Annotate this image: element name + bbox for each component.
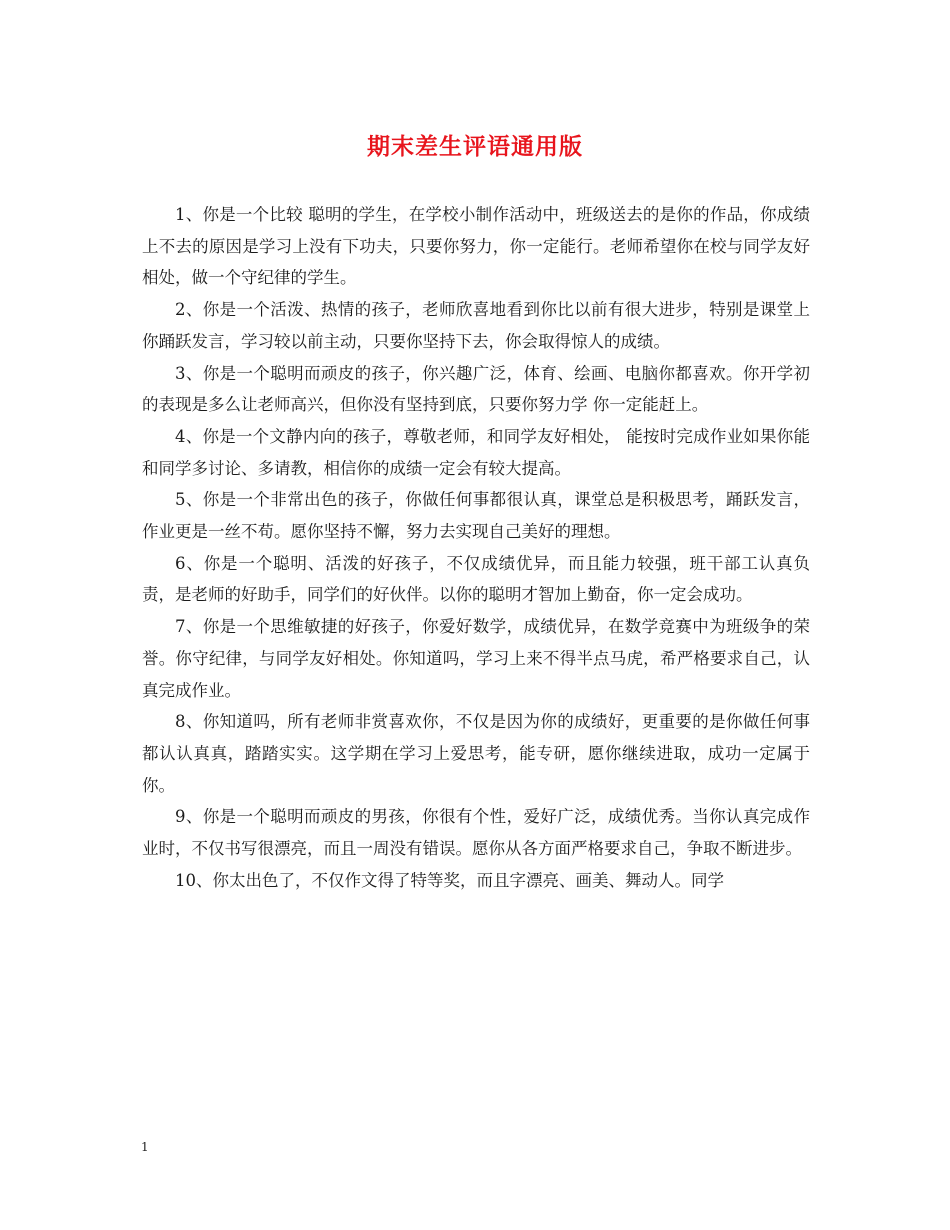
- comment-paragraph-1: 1、你是一个比较 聪明的学生，在学校小制作活动中，班级送去的是你的作品，你成绩上不去的原因是学习上没有下功夫，只要你努力，你一定能行。老师希望你在校与同学友好相处，做一个守纪律的学生。: [142, 205, 810, 288]
- comment-paragraph-8: 8、你知道吗，所有老师非赏喜欢你，不仅是因为你的成绩好，更重要的是你做任何事都认认真真，踏踏实实。这学期在学习上爱思考，能专研，愿你继续进取，成功一定属于你。: [142, 712, 810, 795]
- comment-paragraph-4: 4、你是一个文静内向的孩子，尊敬老师，和同学友好相处， 能按时完成作业如果你能和同学多讨论、多请教，相信你的成绩一定会有较大提高。: [142, 426, 810, 478]
- comment-paragraph-10: 10、你太出色了，不仅作文得了特等奖，而且字漂亮、画美、舞动人。同学: [175, 870, 724, 890]
- comment-paragraph-7: 7、你是一个思维敏捷的好孩子，你爱好数学，成绩优异，在数学竞赛中为班级争的荣誉。你守纪律，与同学友好相处。你知道吗，学习上来不得半点马虎，希严格要求自己，认真完成作业。: [142, 617, 810, 700]
- comment-paragraph-6: 6、你是一个聪明、活泼的好孩子，不仅成绩优异，而且能力较强，班干部工认真负责，是老师的好助手，同学们的好伙伴。以你的聪明才智加上勤奋，你一定会成功。: [142, 553, 810, 605]
- document-title: 期末差生评语通用版: [367, 133, 583, 160]
- comment-paragraph-5: 5、你是一个非常出色的孩子，你做任何事都很认真，课堂总是积极思考，踊跃发言，作业更是一丝不苟。愿你坚持不懈，努力去实现自己美好的理想。: [142, 490, 810, 542]
- page-number: 1: [141, 1140, 149, 1154]
- document-body: [142, 199, 810, 896]
- comment-paragraph-2: 2、你是一个活泼、热情的孩子，老师欣喜地看到你比以前有很大进步，特别是课堂上你踊跃发言，学习较以前主动，只要你坚持下去，你会取得惊人的成绩。: [142, 300, 810, 351]
- comment-paragraph-3: 3、你是一个聪明而顽皮的孩子，你兴趣广泛，体育、绘画、电脑你都喜欢。你开学初的表现是多么让老师高兴，但你没有坚持到底，只要你努力学 你一定能赶上。: [142, 363, 810, 415]
- comment-paragraph-9: 9、你是一个聪明而顽皮的男孩，你很有个性，爱好广泛，成绩优秀。当你认真完成作业时，不仅书写很漂亮，而且一周没有错误。愿你从各方面严格要求自己，争取不断进步。: [142, 807, 810, 859]
